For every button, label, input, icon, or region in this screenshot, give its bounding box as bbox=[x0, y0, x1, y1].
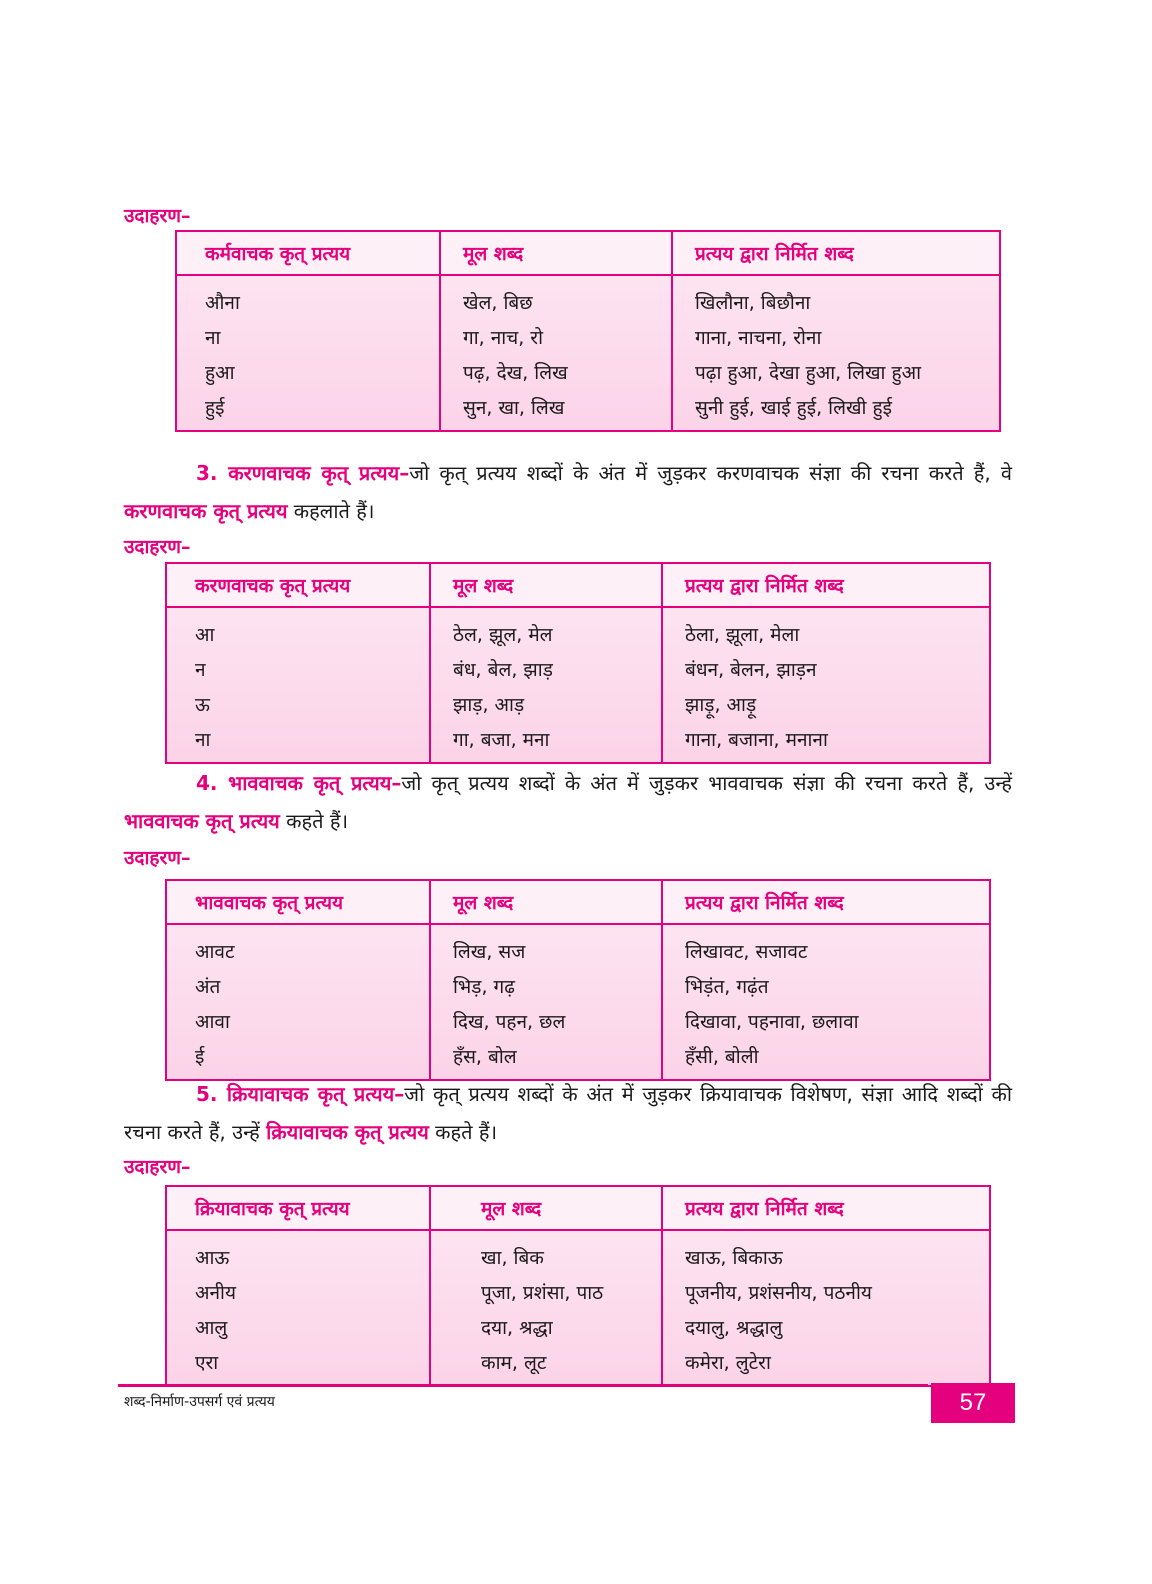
column-header: प्रत्यय द्वारा निर्मित शब्द bbox=[672, 231, 1000, 275]
paragraph-text: कहते हैं। bbox=[428, 1120, 498, 1144]
column-header: मूल शब्द bbox=[440, 231, 672, 275]
table-cell: गा, बजा, मना bbox=[430, 721, 662, 763]
table-cell: पूजनीय, प्रशंसनीय, पठनीय bbox=[662, 1274, 990, 1309]
table-row bbox=[166, 1003, 990, 1038]
table-cell: कमेरा, लुटेरा bbox=[662, 1344, 990, 1386]
table-cell: खिलौना, बिछौना bbox=[672, 275, 1000, 319]
table-cell: पढ़, देख, लिख bbox=[440, 354, 672, 389]
table-row bbox=[166, 607, 990, 651]
table-cell: दया, श्रद्धा bbox=[430, 1309, 662, 1344]
table-cell: खेल, बिछ bbox=[440, 275, 672, 319]
table-cell: सुनी हुई, खाई हुई, लिखी हुई bbox=[672, 389, 1000, 431]
column-header: प्रत्यय द्वारा निर्मित शब्द bbox=[662, 563, 990, 607]
table-cell: झाड़, आड़ bbox=[430, 686, 662, 721]
table-cell: हँस, बोल bbox=[430, 1038, 662, 1080]
table-row bbox=[166, 686, 990, 721]
table-cell: आवट bbox=[195, 940, 235, 963]
column-header: प्रत्यय द्वारा निर्मित शब्द bbox=[662, 880, 990, 924]
column-header: क्रियावाचक कृत् प्रत्यय bbox=[166, 1186, 430, 1230]
section-4-paragraph bbox=[124, 764, 1012, 840]
table-cell: भिड़, गढ़ bbox=[430, 968, 662, 1003]
table-cell: ऊ bbox=[195, 693, 210, 716]
table-row bbox=[176, 354, 1000, 389]
page-number: 57 bbox=[931, 1383, 1015, 1423]
table-cell: पढ़ा हुआ, देखा हुआ, लिखा हुआ bbox=[672, 354, 1000, 389]
table-row bbox=[166, 1309, 990, 1344]
table-row bbox=[166, 924, 990, 968]
table-cell: बंध, बेल, झाड़ bbox=[430, 651, 662, 686]
table-cell: भिड़ंत, गढ़ंत bbox=[662, 968, 990, 1003]
table-cell: लिख, सज bbox=[430, 924, 662, 968]
table-cell: झाड़ू, आड़ू bbox=[662, 686, 990, 721]
table-row bbox=[166, 1038, 990, 1080]
table-header-row bbox=[166, 1186, 990, 1230]
column-header: भाववाचक कृत् प्रत्यय bbox=[166, 880, 430, 924]
section-3-paragraph bbox=[124, 454, 1012, 530]
table-cell: न bbox=[195, 658, 206, 681]
section-5-paragraph bbox=[124, 1075, 1012, 1151]
table-row bbox=[166, 1344, 990, 1386]
table-row bbox=[176, 275, 1000, 319]
example-label: उदाहरण– bbox=[124, 1156, 191, 1178]
table-cell: काम, लूट bbox=[430, 1344, 662, 1386]
table-row bbox=[166, 1274, 990, 1309]
table-cell: ई bbox=[195, 1045, 205, 1068]
table-header-row bbox=[166, 563, 990, 607]
section-title: 4. भाववाचक कृत् प्रत्यय– bbox=[196, 771, 402, 795]
section-title: 5. क्रियावाचक कृत् प्रत्यय– bbox=[196, 1082, 405, 1106]
column-header: करणवाचक कृत् प्रत्यय bbox=[166, 563, 430, 607]
table-row bbox=[176, 319, 1000, 354]
table-cell: हँसी, बोली bbox=[662, 1038, 990, 1080]
footer-divider bbox=[118, 1384, 928, 1387]
highlight-term: करणवाचक कृत् प्रत्यय bbox=[124, 499, 288, 523]
table-cell: गाना, बजाना, मनाना bbox=[662, 721, 990, 763]
bhavvachak-table bbox=[165, 879, 991, 1081]
table-cell: दिखावा, पहनावा, छलावा bbox=[662, 1003, 990, 1038]
column-header: मूल शब्द bbox=[430, 1186, 662, 1230]
chapter-title: शब्द-निर्माण-उपसर्ग एवं प्रत्यय bbox=[124, 1394, 275, 1410]
table-header-row bbox=[176, 231, 1000, 275]
table-cell: सुन, खा, लिख bbox=[440, 389, 672, 431]
table-cell: खाऊ, बिकाऊ bbox=[662, 1230, 990, 1274]
column-header: कर्मवाचक कृत् प्रत्यय bbox=[176, 231, 440, 275]
table-header-row bbox=[166, 880, 990, 924]
table-cell: ठेल, झूल, मेल bbox=[430, 607, 662, 651]
table-cell: हुई bbox=[205, 396, 225, 419]
table-row bbox=[176, 389, 1000, 431]
paragraph-text: जो कृत् प्रत्यय शब्दों के अंत में जुड़कर भाववाचक संज्ञा की रचना करते हैं, उन्हें bbox=[401, 771, 1012, 795]
table-row bbox=[166, 968, 990, 1003]
table-cell: अंत bbox=[195, 975, 221, 998]
table-cell: खा, बिक bbox=[430, 1230, 662, 1274]
table-cell: बंधन, बेलन, झाड़न bbox=[662, 651, 990, 686]
kriyavachak-table bbox=[165, 1185, 991, 1387]
paragraph-text: जो कृत् प्रत्यय शब्दों के अंत में जुड़कर करणवाचक संज्ञा की रचना करते हैं, वे bbox=[409, 461, 1013, 485]
table-row bbox=[166, 721, 990, 763]
column-header: मूल शब्द bbox=[430, 880, 662, 924]
table-cell: आवा bbox=[195, 1010, 230, 1033]
column-header: मूल शब्द bbox=[430, 563, 662, 607]
table-cell: लिखावट, सजावट bbox=[662, 924, 990, 968]
table-cell: गा, नाच, रो bbox=[440, 319, 672, 354]
karanvachak-table bbox=[165, 562, 991, 764]
table-cell: ना bbox=[195, 728, 211, 751]
table-cell: दयालु, श्रद्धालु bbox=[662, 1309, 990, 1344]
table-cell: आ bbox=[195, 623, 215, 646]
paragraph-text: जो कृत् प्रत्यय शब्दों के अंत में जुड़कर क्रियावाचक विशेषण, संज्ञा आदि शब्दों की रचना करते हैं, उन्हें bbox=[124, 1082, 1012, 1144]
karmvachak-table bbox=[175, 230, 1001, 432]
table-cell: आऊ bbox=[195, 1246, 230, 1269]
table-cell: अनीय bbox=[195, 1281, 237, 1304]
section-title: 3. करणवाचक कृत् प्रत्यय– bbox=[196, 461, 410, 485]
table-cell: औना bbox=[205, 291, 240, 314]
table-cell: हुआ bbox=[205, 361, 235, 384]
table-row bbox=[166, 651, 990, 686]
table-row bbox=[166, 1230, 990, 1274]
table-cell: दिख, पहन, छल bbox=[430, 1003, 662, 1038]
highlight-term: क्रियावाचक कृत् प्रत्यय bbox=[266, 1120, 429, 1144]
table-cell: पूजा, प्रशंसा, पाठ bbox=[430, 1274, 662, 1309]
example-label: उदाहरण– bbox=[124, 205, 191, 227]
paragraph-text: कहलाते हैं। bbox=[287, 499, 375, 523]
column-header: प्रत्यय द्वारा निर्मित शब्द bbox=[662, 1186, 990, 1230]
example-label: उदाहरण– bbox=[124, 536, 191, 558]
table-cell: गाना, नाचना, रोना bbox=[672, 319, 1000, 354]
table-cell: ठेला, झूला, मेला bbox=[662, 607, 990, 651]
table-cell: आलु bbox=[195, 1316, 228, 1339]
example-label: उदाहरण– bbox=[124, 847, 191, 869]
paragraph-text: कहते हैं। bbox=[279, 809, 349, 833]
highlight-term: भाववाचक कृत् प्रत्यय bbox=[124, 809, 280, 833]
table-cell: ना bbox=[205, 326, 221, 349]
table-cell: एरा bbox=[195, 1351, 219, 1374]
